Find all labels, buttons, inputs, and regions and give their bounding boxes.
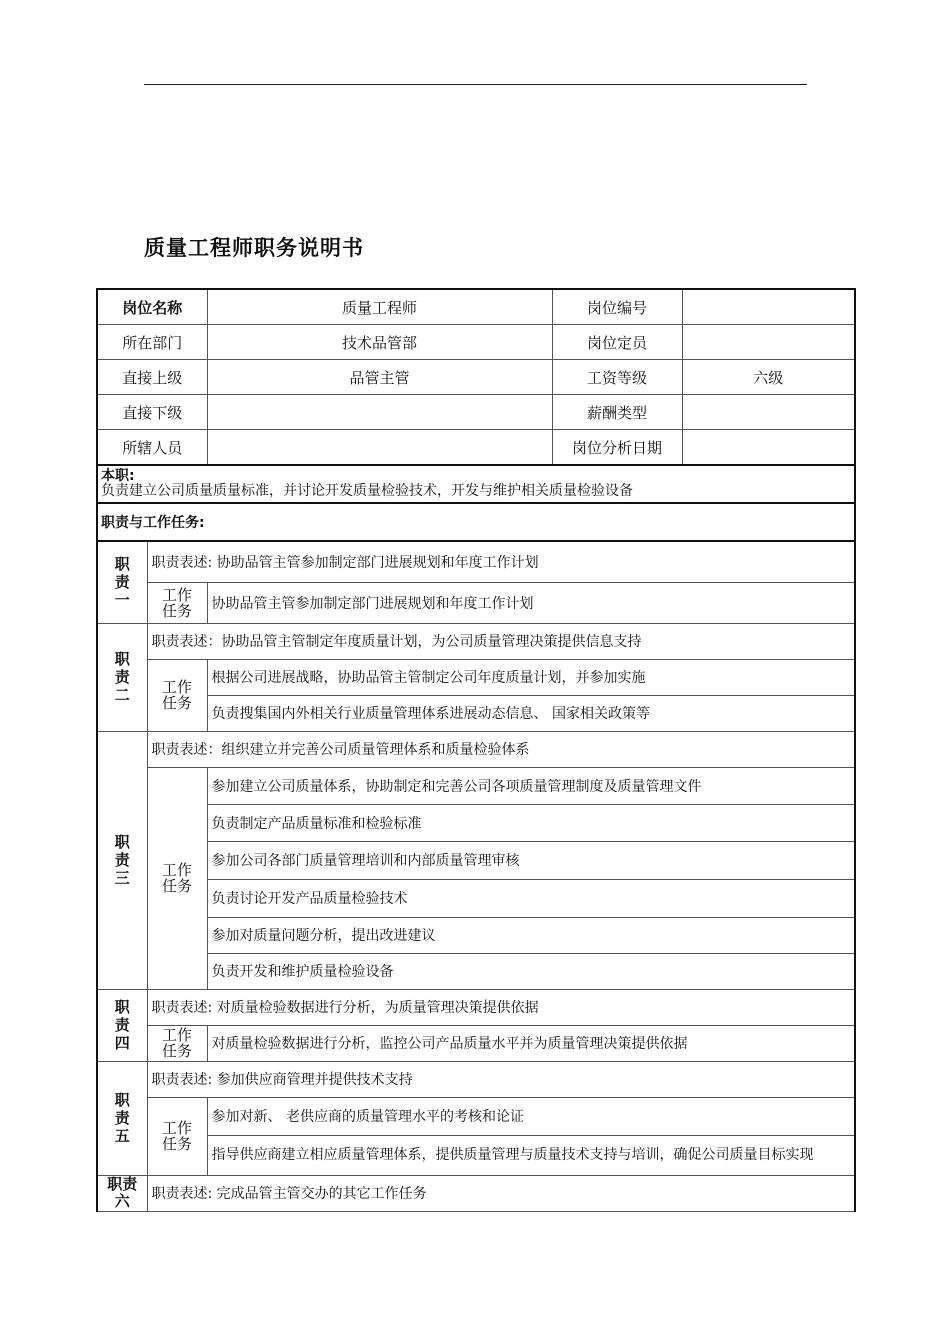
summary-row	[97, 465, 855, 503]
task-text: 负责开发和维护质量检验设备	[207, 953, 855, 989]
summary-cell	[97, 465, 855, 503]
info-label: 工资等级	[552, 360, 682, 395]
job-description-table	[96, 288, 856, 1212]
info-label: 岗位名称	[97, 289, 207, 325]
document-title: 质量工程师职务说明书	[144, 236, 364, 260]
duty-label-text: 职责三	[114, 833, 130, 887]
info-row	[97, 360, 855, 395]
task-label-text: 工作任务	[161, 1026, 192, 1060]
info-value: 六级	[682, 360, 855, 395]
info-value: 质量工程师	[207, 289, 552, 325]
task-text: 参加对质量问题分析，提出改进建议	[207, 917, 855, 953]
task-row	[97, 953, 855, 989]
task-label-text: 工作任务	[161, 1119, 192, 1153]
duty-label	[97, 1175, 147, 1211]
duty-description: 职责表述：组织建立并完善公司质量管理体系和质量检验体系	[147, 731, 855, 767]
info-row	[97, 430, 855, 466]
duty-description: 职责表述: 对质量检验数据进行分析，为质量管理决策提供依据	[147, 989, 855, 1025]
task-text: 负责搜集国内外相关行业质量管理体系进展动态信息、 国家相关政策等	[207, 695, 855, 731]
info-value	[682, 430, 855, 466]
info-row	[97, 395, 855, 430]
info-value: 技术品管部	[207, 325, 552, 360]
info-label: 所在部门	[97, 325, 207, 360]
duty-description: 职责表述: 协助品管主管参加制定部门进展规划和年度工作计划	[147, 541, 855, 582]
duty-label	[97, 1061, 147, 1175]
task-text: 对质量检验数据进行分析，监控公司产品质量水平并为质量管理决策提供依据	[207, 1025, 855, 1061]
info-value: 品管主管	[207, 360, 552, 395]
duty-description: 职责表述: 参加供应商管理并提供技术支持	[147, 1061, 855, 1097]
info-label: 直接上级	[97, 360, 207, 395]
task-text: 协助品管主管参加制定部门进展规划和年度工作计划	[207, 582, 855, 623]
task-row	[97, 917, 855, 953]
duty-label	[97, 623, 147, 731]
duty-label-text: 职责六	[107, 1175, 138, 1210]
info-label: 薪酬类型	[552, 395, 682, 430]
info-value	[682, 395, 855, 430]
task-text: 参加公司各部门质量管理培训和内部质量管理审核	[207, 841, 855, 879]
info-label: 岗位编号	[552, 289, 682, 325]
duty-row	[97, 989, 855, 1025]
task-row	[97, 804, 855, 841]
task-label	[147, 659, 207, 731]
summary-label: 本职:	[101, 468, 135, 484]
task-text: 负责讨论开发产品质量检验技术	[207, 879, 855, 917]
duty-row	[97, 1175, 855, 1211]
info-row	[97, 289, 855, 325]
duty-label	[97, 989, 147, 1061]
task-label-text: 工作任务	[161, 678, 192, 712]
duty-row	[97, 623, 855, 659]
duty-label-text: 职责四	[114, 998, 130, 1052]
task-text: 根据公司进展战略，协助品管主管制定公司年度质量计划，并参加实施	[207, 659, 855, 695]
info-row	[97, 325, 855, 360]
task-label-text: 工作任务	[161, 585, 192, 620]
task-text: 参加对新、 老供应商的质量管理水平的考核和论证	[207, 1097, 855, 1135]
task-text: 指导供应商建立相应质量管理体系，提供质量管理与质量技术支持与培训，确促公司质量目标实现	[207, 1135, 855, 1175]
duty-label-text: 职责五	[114, 1091, 130, 1145]
task-row	[97, 879, 855, 917]
duty-description: 职责表述: 完成品管主管交办的其它工作任务	[147, 1175, 855, 1211]
info-value	[682, 289, 855, 325]
task-row	[97, 841, 855, 879]
task-row	[97, 695, 855, 731]
duty-row	[97, 731, 855, 767]
task-label	[147, 1097, 207, 1175]
task-row	[97, 1025, 855, 1061]
duties-header-row	[97, 503, 855, 541]
task-label	[147, 1025, 207, 1061]
duty-label	[97, 731, 147, 989]
task-label	[147, 582, 207, 623]
task-row	[97, 1097, 855, 1135]
info-label: 所辖人员	[97, 430, 207, 466]
task-row	[97, 582, 855, 623]
info-value	[207, 395, 552, 430]
task-label-text: 工作任务	[161, 861, 192, 895]
duty-label-text: 职责二	[114, 650, 130, 704]
duty-label	[97, 541, 147, 623]
task-row	[97, 1135, 855, 1175]
info-label: 岗位分析日期	[552, 430, 682, 466]
task-row	[97, 659, 855, 695]
task-text: 参加建立公司质量体系，协助制定和完善公司各项质量管理制度及质量管理文件	[207, 767, 855, 804]
info-label: 直接下级	[97, 395, 207, 430]
info-value	[207, 430, 552, 466]
duties-header: 职责与工作任务:	[97, 503, 855, 541]
duty-label-text: 职责一	[114, 555, 130, 610]
summary-text: 负责建立公司质量质量标准，并讨论开发质量检验技术，开发与维护相关质量检验设备	[101, 483, 633, 499]
header-rule	[144, 84, 807, 85]
task-row	[97, 767, 855, 804]
duty-description: 职责表述：协助品管主管制定年度质量计划，为公司质量管理决策提供信息支持	[147, 623, 855, 659]
duty-row	[97, 1061, 855, 1097]
task-label	[147, 767, 207, 989]
info-value	[682, 325, 855, 360]
info-label: 岗位定员	[552, 325, 682, 360]
task-text: 负责制定产品质量标准和检验标准	[207, 804, 855, 841]
duty-row	[97, 541, 855, 582]
